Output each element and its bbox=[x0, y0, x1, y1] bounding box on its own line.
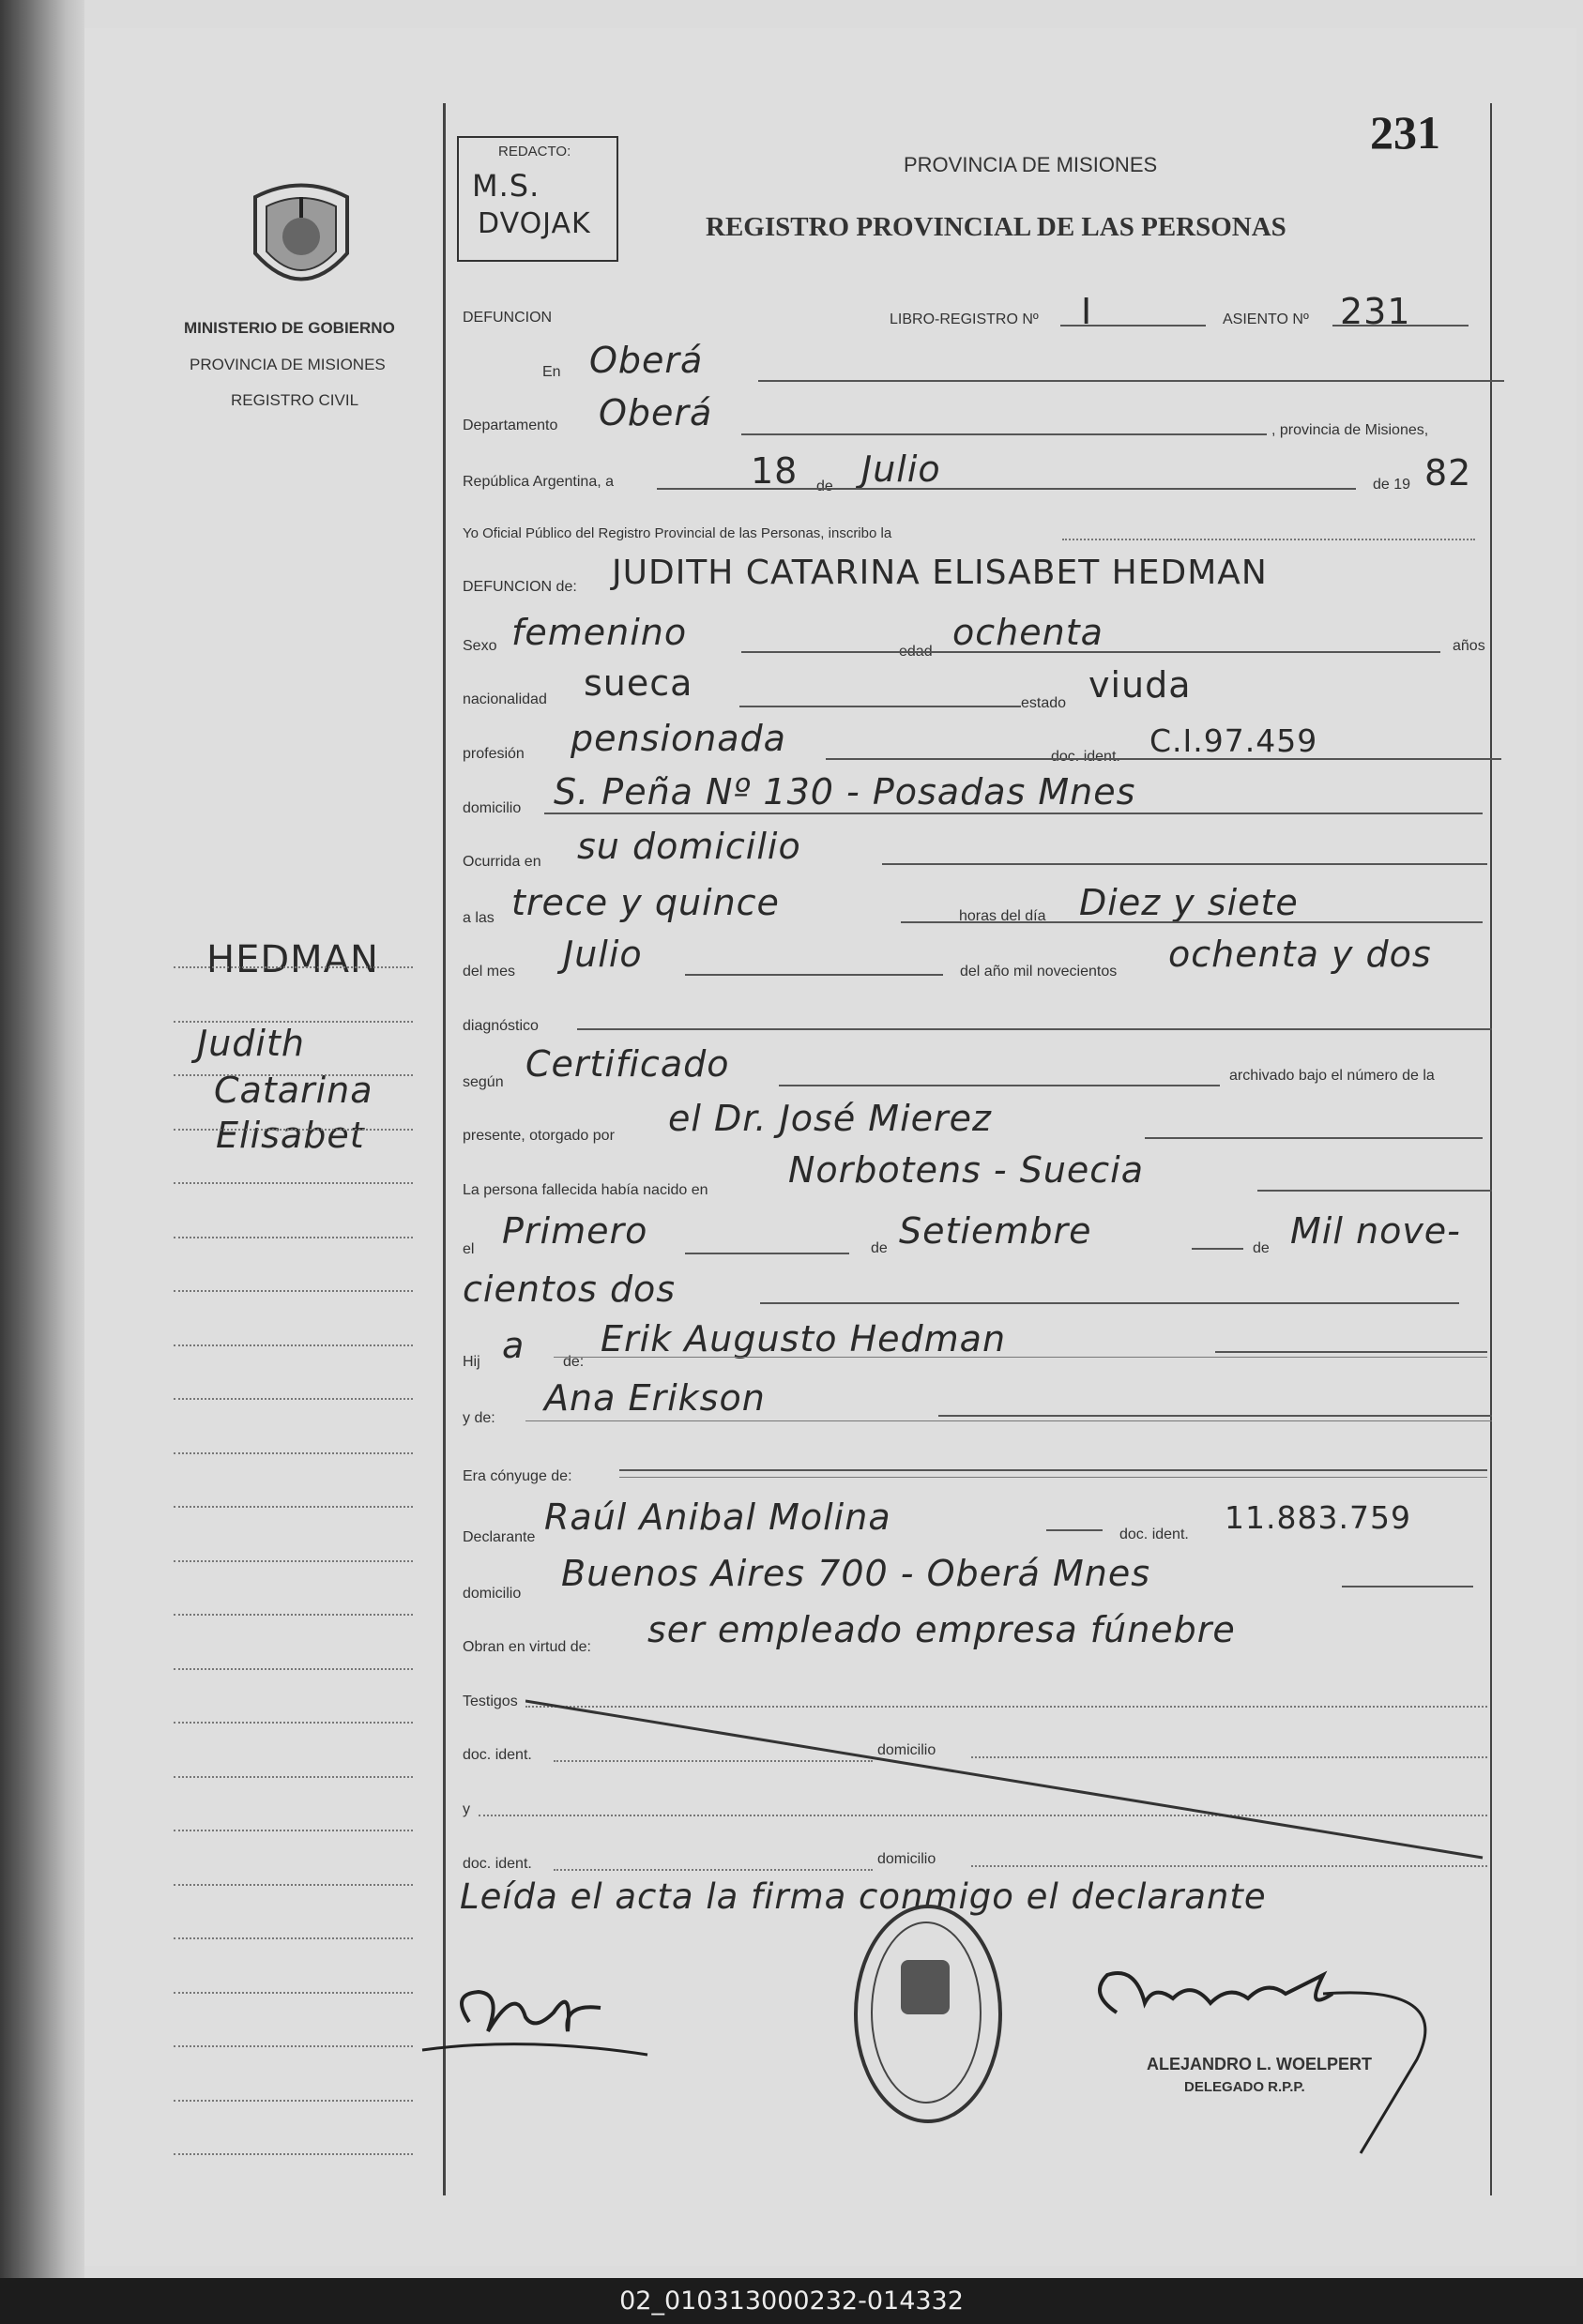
departamento-line bbox=[741, 433, 1267, 435]
continuation-text: cientos dos bbox=[463, 1268, 677, 1310]
margin-ruled-line bbox=[174, 1506, 413, 1508]
fecha-line bbox=[657, 488, 1356, 490]
estado-value: viuda bbox=[1088, 664, 1192, 706]
anio-value: 82 bbox=[1424, 452, 1472, 494]
de-line-2 bbox=[1192, 1248, 1243, 1250]
domicilio-line bbox=[544, 813, 1483, 814]
signer-title: DELEGADO R.P.P. bbox=[1184, 2079, 1305, 2095]
hij-suffix: a bbox=[502, 1325, 525, 1366]
horas-label: horas del día bbox=[959, 908, 1046, 924]
margin-ruled-line bbox=[174, 1830, 413, 1831]
del-anio-value: ochenta y dos bbox=[1168, 934, 1432, 975]
libro-value: I bbox=[1081, 291, 1093, 332]
decl-doc-label: doc. ident. bbox=[1119, 1527, 1189, 1542]
republica-label: República Argentina, a bbox=[463, 474, 614, 490]
declarante-label: Declarante bbox=[463, 1529, 536, 1545]
diagnostico-line bbox=[577, 1028, 1492, 1030]
edad-value: ochenta bbox=[952, 612, 1104, 653]
margin-ruled-line bbox=[174, 1290, 413, 1292]
madre-line-2 bbox=[525, 1420, 1492, 1421]
estado-label: estado bbox=[1021, 695, 1067, 711]
declarant-signature-icon bbox=[413, 1966, 657, 2069]
margin-ruled-line bbox=[174, 1021, 413, 1023]
registro-title: REGISTRO PROVINCIAL DE LAS PERSONAS bbox=[706, 212, 1286, 242]
redacto-name-line-2: DVOJAK bbox=[478, 207, 591, 240]
registro-stamp bbox=[854, 1905, 1002, 2123]
right-rule bbox=[1490, 103, 1492, 2195]
defuncion-de-label: DEFUNCION de: bbox=[463, 579, 577, 595]
del-mes-value: Julio bbox=[563, 934, 643, 975]
margin-ruled-line bbox=[174, 1937, 413, 1939]
de-value-2: Setiembre bbox=[899, 1210, 1092, 1252]
margin-ruled-line bbox=[174, 2045, 413, 2047]
testigos-strike-line bbox=[525, 1694, 1492, 1867]
testigo-doc-label-1: doc. ident. bbox=[463, 1747, 532, 1763]
declarante-line bbox=[1046, 1529, 1103, 1531]
margin-ruled-line bbox=[174, 1668, 413, 1670]
margin-ruled-line bbox=[174, 1074, 413, 1076]
nacido-line bbox=[1257, 1190, 1492, 1192]
en-value: Oberá bbox=[589, 340, 704, 381]
closing-text: Leída el acta la firma conmigo el declarante bbox=[460, 1876, 1267, 1917]
dia-value: 18 bbox=[751, 450, 799, 492]
el-line bbox=[685, 1253, 849, 1254]
en-line bbox=[758, 380, 1504, 382]
margin-ruled-line bbox=[174, 1398, 413, 1400]
domicilio-label: domicilio bbox=[463, 800, 522, 816]
asiento-line bbox=[1332, 325, 1469, 327]
margin-ruled-line bbox=[174, 1344, 413, 1346]
margin-ruled-line bbox=[174, 1237, 413, 1238]
testigo-doc-label-2: doc. ident. bbox=[463, 1856, 532, 1872]
domicilio-value: S. Peña Nº 130 - Posadas Mnes bbox=[554, 771, 1136, 813]
testigo-y-label: y bbox=[463, 1801, 470, 1817]
margin-ruled-line bbox=[174, 1992, 413, 1994]
margin-ruled-line bbox=[174, 2153, 413, 2155]
decl-doc-value: 11.883.759 bbox=[1225, 1499, 1411, 1536]
de-value-3: Mil nove- bbox=[1290, 1210, 1461, 1252]
madre-value: Ana Erikson bbox=[544, 1377, 766, 1419]
a-las-value: trece y quince bbox=[511, 882, 780, 923]
nacionalidad-label: nacionalidad bbox=[463, 691, 547, 707]
asiento-value: 231 bbox=[1340, 291, 1411, 332]
margin-given-name-1: Judith bbox=[197, 1023, 305, 1064]
registro-civil-subheading: REGISTRO CIVIL bbox=[231, 391, 359, 409]
del-mes-label: del mes bbox=[463, 964, 516, 980]
ocurrida-value: su domicilio bbox=[577, 826, 801, 867]
tipo-label: DEFUNCION bbox=[463, 310, 553, 326]
horas-value: Diez y siete bbox=[1079, 882, 1299, 923]
ocurrida-label: Ocurrida en bbox=[463, 854, 541, 870]
y-de-label: y de: bbox=[463, 1410, 495, 1426]
file-id-footer: 02_010313000232-014332 bbox=[0, 2278, 1583, 2324]
margin-ruled-line bbox=[174, 966, 413, 968]
en-label: En bbox=[542, 364, 561, 380]
ocurrida-line bbox=[882, 863, 1487, 865]
testigos-label: Testigos bbox=[463, 1694, 518, 1709]
provincia-suffix: , provincia de Misiones, bbox=[1271, 422, 1429, 438]
decl-domicilio-value: Buenos Aires 700 - Oberá Mnes bbox=[561, 1553, 1151, 1594]
margin-given-name-3: Elisabet bbox=[216, 1115, 365, 1156]
padre-value: Erik Augusto Hedman bbox=[601, 1318, 1007, 1359]
stamp-emblem-icon bbox=[901, 1960, 950, 2014]
libro-label: LIBRO-REGISTRO Nº bbox=[890, 311, 1039, 327]
profesion-line bbox=[826, 758, 1501, 760]
nacionalidad-value: sueca bbox=[584, 662, 693, 704]
presente-label: presente, otorgado por bbox=[463, 1128, 615, 1144]
de-label-3: de bbox=[1253, 1240, 1270, 1256]
oficial-line bbox=[1062, 539, 1475, 540]
el-value: Primero bbox=[502, 1210, 648, 1252]
hij-label: Hij bbox=[463, 1354, 480, 1370]
redacto-label: REDACTO: bbox=[498, 144, 571, 159]
provincia-subheading: PROVINCIA DE MISIONES bbox=[190, 356, 386, 373]
diagnostico-label: diagnóstico bbox=[463, 1018, 539, 1034]
anio-prefix: de 19 bbox=[1373, 477, 1411, 493]
declarante-value: Raúl Anibal Molina bbox=[544, 1496, 891, 1538]
doc-ident-label: doc. ident. bbox=[1051, 749, 1120, 765]
obran-label: Obran en virtud de: bbox=[463, 1639, 591, 1655]
decl-domicilio-label: domicilio bbox=[463, 1586, 522, 1602]
margin-ruled-line bbox=[174, 2100, 413, 2102]
nacido-value: Norbotens - Suecia bbox=[788, 1149, 1145, 1191]
conyuge-label: Era cónyuge de: bbox=[463, 1468, 572, 1484]
provincial-seal-icon bbox=[246, 178, 357, 300]
segun-line bbox=[779, 1085, 1220, 1086]
profesion-label: profesión bbox=[463, 746, 525, 762]
a-las-line bbox=[901, 921, 1483, 923]
libro-line bbox=[1060, 325, 1206, 327]
el-label: el bbox=[463, 1241, 475, 1257]
sexo-value: femenino bbox=[511, 612, 688, 653]
margin-given-name-2: Catarina bbox=[214, 1070, 373, 1111]
archivado-label: archivado bajo el número de la bbox=[1229, 1068, 1435, 1084]
margin-rule bbox=[443, 103, 446, 2195]
mes-de-label: de bbox=[816, 478, 833, 494]
margin-ruled-line bbox=[174, 1614, 413, 1616]
mes-value: Julio bbox=[861, 448, 941, 490]
nacido-label: La persona fallecida había nacido en bbox=[463, 1182, 708, 1198]
a-las-label: a las bbox=[463, 910, 495, 926]
margin-ruled-line bbox=[174, 1884, 413, 1886]
presente-value: el Dr. José Mierez bbox=[668, 1098, 992, 1139]
continuation-line bbox=[760, 1302, 1459, 1304]
departamento-value: Oberá bbox=[599, 392, 713, 433]
segun-value: Certificado bbox=[525, 1043, 730, 1085]
margin-ruled-line bbox=[174, 1722, 413, 1724]
redacto-name-line-1: M.S. bbox=[472, 168, 540, 204]
margin-ruled-line bbox=[174, 1129, 413, 1131]
margin-ruled-line bbox=[174, 1776, 413, 1778]
del-anio-label: del año mil novecientos bbox=[960, 964, 1118, 980]
defuncion-de-value: JUDITH CATARINA ELISABET HEDMAN bbox=[612, 554, 1268, 592]
segun-label: según bbox=[463, 1074, 504, 1090]
sexo-line bbox=[741, 651, 1440, 653]
hij-de-label: de: bbox=[563, 1354, 585, 1370]
padre-line-2 bbox=[554, 1357, 1487, 1358]
sexo-label: Sexo bbox=[463, 638, 497, 654]
ministerio-heading: MINISTERIO DE GOBIERNO bbox=[184, 319, 395, 337]
margin-ruled-line bbox=[174, 1560, 413, 1562]
doc-ident-value: C.I.97.459 bbox=[1149, 722, 1318, 759]
madre-line bbox=[938, 1415, 1492, 1417]
decl-domicilio-line bbox=[1342, 1586, 1473, 1587]
edad-label: edad bbox=[899, 644, 933, 660]
presente-line bbox=[1145, 1137, 1483, 1139]
obran-value: ser empleado empresa fúnebre bbox=[647, 1609, 1236, 1650]
testigo-dom-label-2: domicilio bbox=[877, 1851, 936, 1867]
testigos-line-5 bbox=[554, 1869, 873, 1871]
margin-ruled-line bbox=[174, 1182, 413, 1184]
signer-name: ALEJANDRO L. WOELPERT bbox=[1147, 2055, 1373, 2073]
margin-ruled-line bbox=[174, 1452, 413, 1454]
nacionalidad-line bbox=[739, 706, 1021, 707]
anos-label: años bbox=[1453, 638, 1485, 654]
de-label-2: de bbox=[871, 1240, 888, 1256]
conyuge-line bbox=[619, 1469, 1487, 1471]
testigo-dom-label-1: domicilio bbox=[877, 1742, 936, 1758]
del-mes-line bbox=[685, 974, 943, 976]
margin-surname: HEDMAN bbox=[206, 938, 379, 981]
redacto-box bbox=[457, 136, 618, 262]
page-number: 231 bbox=[1370, 106, 1440, 159]
conyuge-line-2 bbox=[619, 1477, 1487, 1478]
provincia-title: PROVINCIA DE MISIONES bbox=[904, 153, 1158, 176]
profesion-value: pensionada bbox=[571, 718, 786, 759]
asiento-label: ASIENTO Nº bbox=[1223, 311, 1309, 327]
departamento-label: Departamento bbox=[463, 418, 558, 433]
padre-line bbox=[1215, 1351, 1487, 1353]
binding-edge bbox=[0, 0, 84, 2278]
oficial-text: Yo Oficial Público del Registro Provincial de las Personas, inscribo la bbox=[463, 525, 892, 541]
